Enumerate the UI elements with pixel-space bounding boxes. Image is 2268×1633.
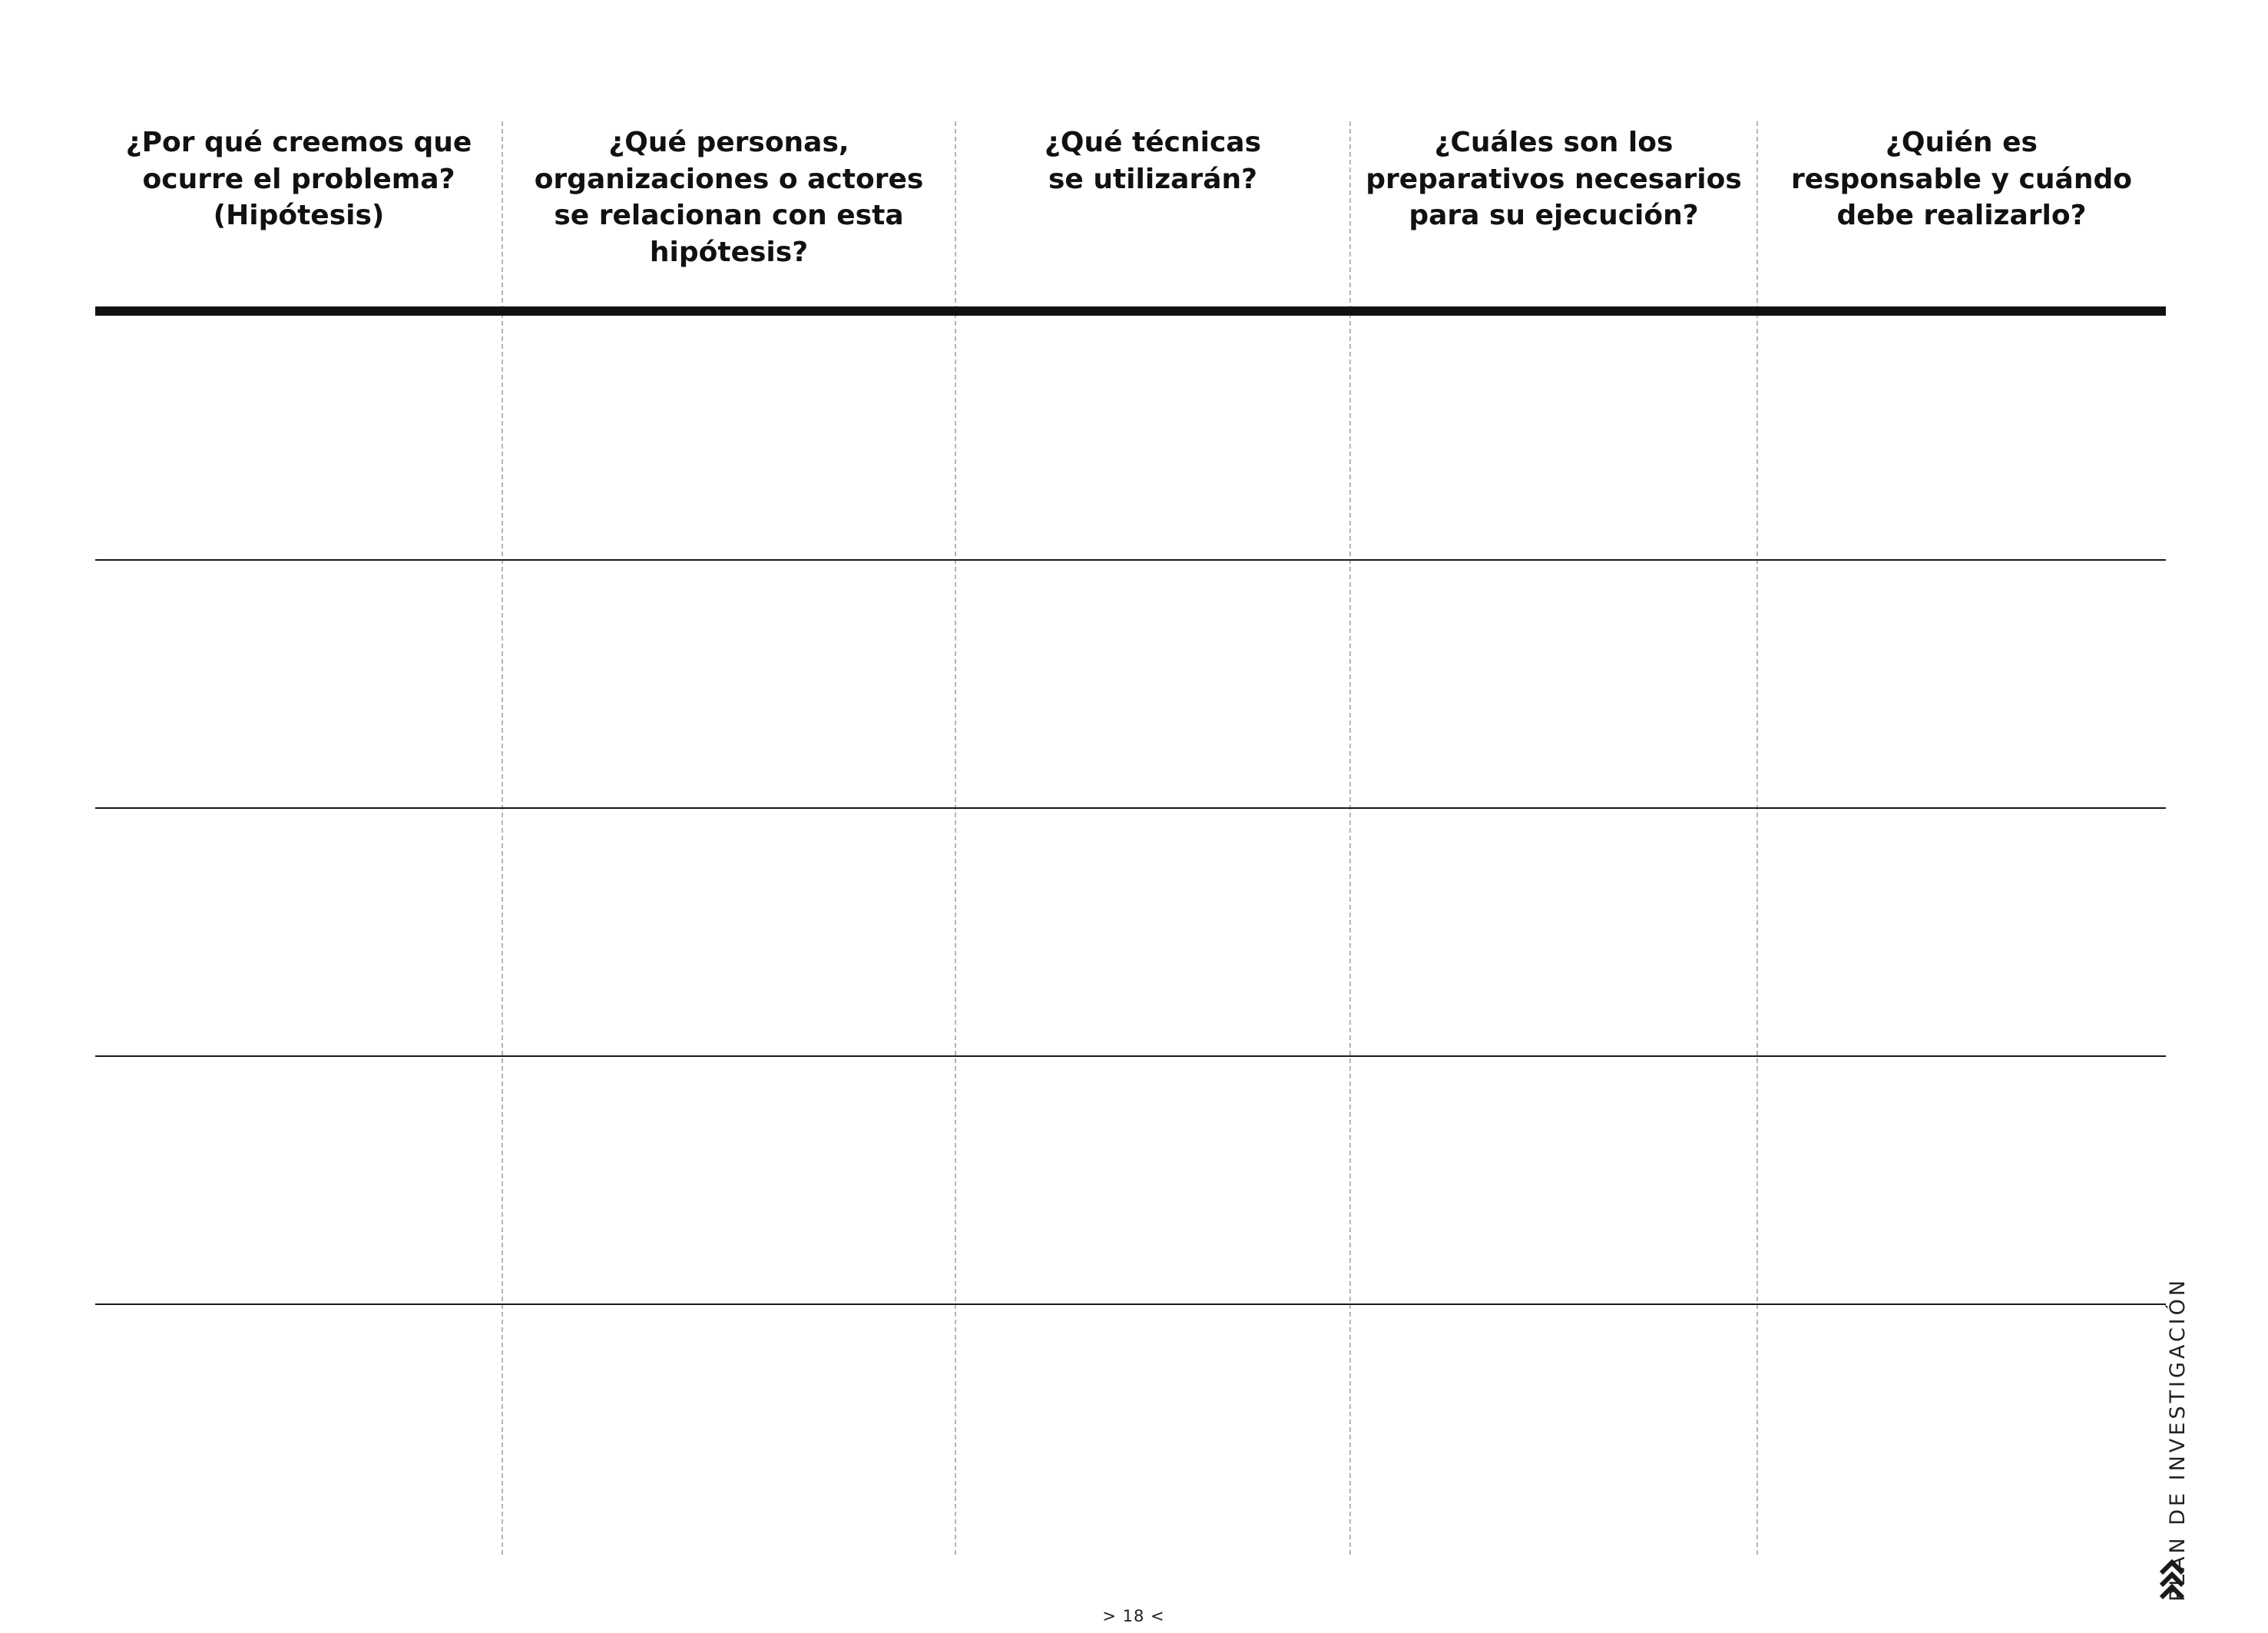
column-header-techniques: ¿Qué técnicas se utilizarán? — [1044, 127, 1262, 195]
row-separator — [95, 1303, 2166, 1305]
column-header-hypothesis: ¿Por qué creemos que ocurre el problema? (Hipótesis) — [125, 127, 472, 231]
header-separator — [95, 306, 2166, 316]
row-separator — [95, 807, 2166, 809]
page-number: > 18 < — [1102, 1607, 1165, 1625]
section-title: PLAN DE INVESTIGACIÓN — [2166, 1277, 2190, 1602]
column-header-actors: ¿Qué personas, organizaciones o actores se relacionan con esta hipótesis? — [534, 127, 924, 268]
column-header-preparations: ¿Cuáles son los preparativos necesarios para su ejecución? — [1366, 127, 1742, 231]
column-divider — [502, 121, 503, 1555]
chevron-stack-icon — [2158, 1558, 2186, 1601]
column-header-responsible: ¿Quién es responsable y cuándo debe realizarlo? — [1791, 127, 2132, 231]
column-divider — [1756, 121, 1758, 1555]
column-divider — [955, 121, 956, 1555]
column-divider — [1349, 121, 1351, 1555]
row-separator — [95, 1055, 2166, 1057]
row-separator — [95, 559, 2166, 561]
